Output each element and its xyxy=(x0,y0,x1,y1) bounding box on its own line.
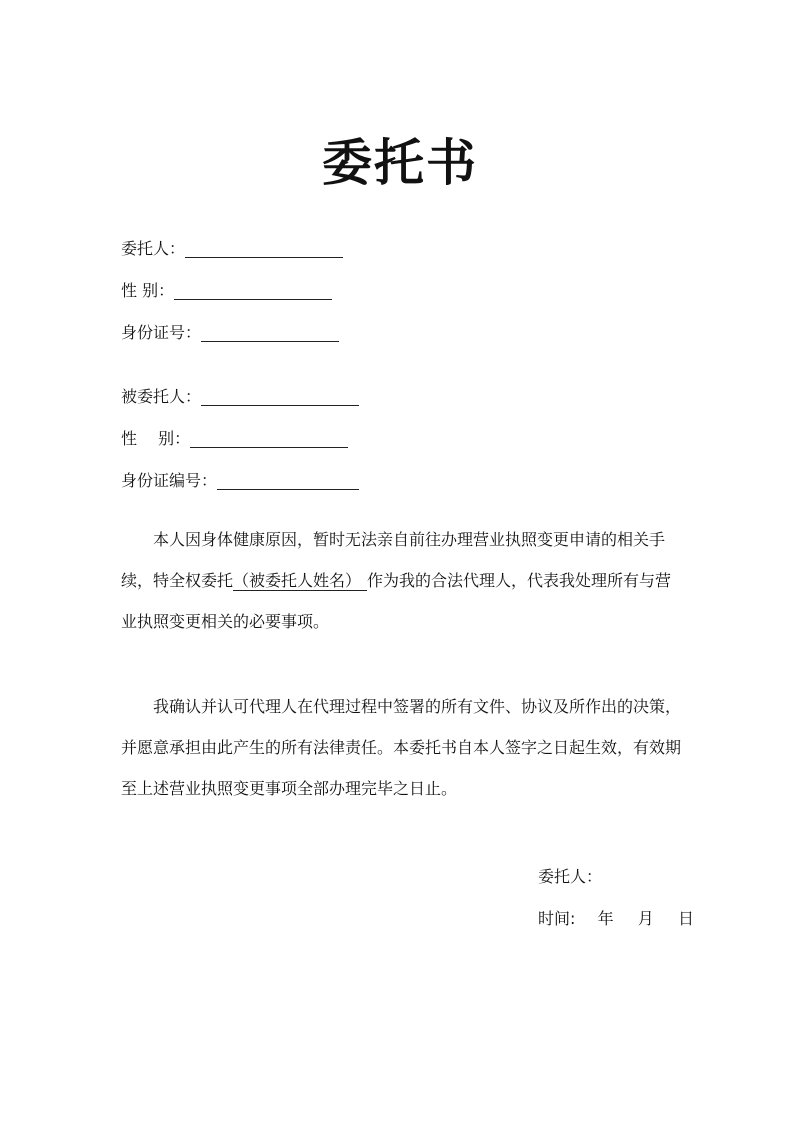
agent-name-placeholder: （被委托人姓名） xyxy=(233,571,367,591)
principal-gender-field xyxy=(121,280,332,302)
signature-time-label: 时间: xyxy=(538,909,576,928)
liability-paragraph xyxy=(121,686,681,809)
agent-gender-blank xyxy=(190,431,348,448)
paragraph1-text-before: 本人因身体健康原因，暂时无法亲自前往办理营业执照变更申请的相关手续，特全权委托 xyxy=(121,530,666,590)
agent-id-label: 身份证编号： xyxy=(121,471,218,490)
signature-day: 日 xyxy=(678,909,695,928)
signature-month: 月 xyxy=(637,909,654,928)
agent-gender-field xyxy=(121,428,348,450)
paragraph1-text-after: 作为我的合法代理人，代表我处理所有与营业执照变更相关的必要事项。 xyxy=(121,571,672,631)
agent-id-blank xyxy=(217,473,359,490)
agent-id-field xyxy=(121,470,359,492)
signature-year: 年 xyxy=(597,909,614,928)
paragraph2-text: 我确认并认可代理人在代理过程中签署的所有文件、协议及所作出的决策，并愿意承担由此产生的所有法律责任。本委托书自本人签字之日起生效，有效期至上述营业执照变更事项全部办理完毕之日止。 xyxy=(121,697,682,798)
authorization-paragraph xyxy=(121,519,681,642)
signature-date xyxy=(538,908,694,930)
principal-gender-blank xyxy=(174,283,332,300)
document-title: 委托书 xyxy=(322,134,478,192)
principal-id-field xyxy=(121,322,339,344)
principal-name-label: 委托人： xyxy=(121,239,186,258)
agent-name-label: 被委托人： xyxy=(121,387,202,406)
agent-name-field xyxy=(121,386,359,408)
principal-id-blank xyxy=(201,325,339,342)
signature-principal-label: 委托人： xyxy=(538,867,603,886)
principal-name-blank xyxy=(185,241,343,258)
agent-name-blank xyxy=(201,389,359,406)
principal-id-label: 身份证号： xyxy=(121,323,202,342)
signature-principal xyxy=(538,866,602,888)
principal-gender-label: 性 别： xyxy=(121,281,175,300)
principal-name-field xyxy=(121,238,343,260)
agent-gender-label: 性 别： xyxy=(121,429,191,448)
